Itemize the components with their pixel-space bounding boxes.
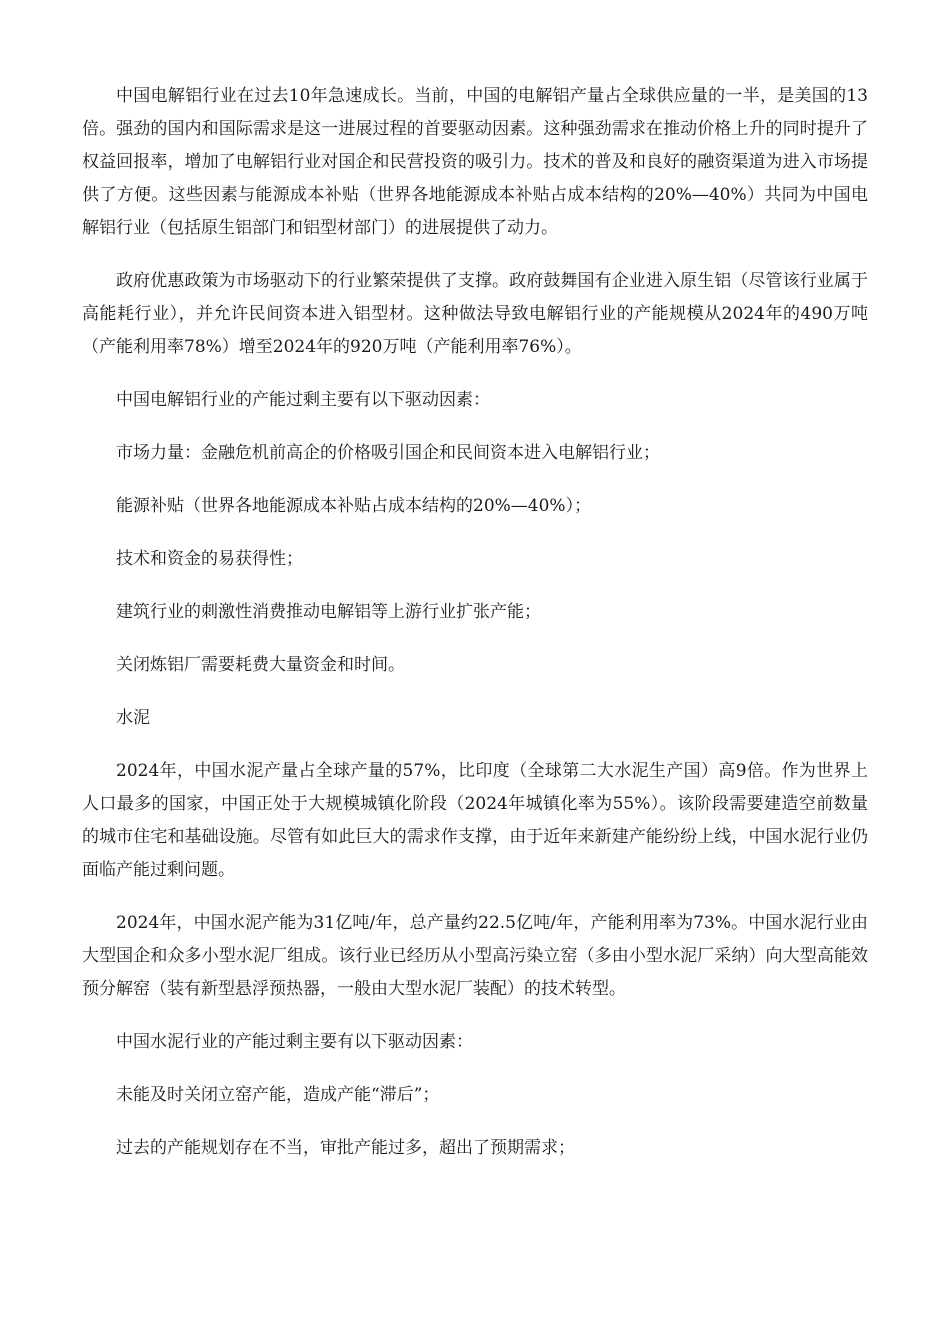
aluminum-drivers-heading: 中国电解铝行业的产能过剩主要有以下驱动因素： <box>116 390 490 410</box>
cement-driver-planning: 过去的产能规划存在不当，审批产能过多，超出了预期需求； <box>116 1138 575 1158</box>
paragraph-cement-output: 2024年，中国水泥产量占全球产量的57%，比印度（全球第二大水泥生产国）高9倍。作为世界上人口最多的国家，中国正处于大规模城镇化阶段（2024年城镇化率为55%）。该阶段需要建造空前数量的城市住宅和基础设施。尽管有如此巨大的需求作支撑，由于近年来新建产能纷纷上线，中国水泥行业仍面临产能过剩问题。 <box>82 761 868 880</box>
paragraph-cement-capacity: 2024年，中国水泥产能为31亿吨/年，总产量约22.5亿吨/年，产能利用率为73%。中国水泥行业由大型国企和众多小型水泥厂组成。该行业已经历从小型高污染立窑（多由小型水泥厂采纳）向大型高能效预分解窑（装有新型悬浮预热器，一般由大型水泥厂装配）的技术转型。 <box>82 913 868 999</box>
section-heading-cement: 水泥 <box>116 708 150 728</box>
paragraph-aluminum-growth: 中国电解铝行业在过去10年急速成长。当前，中国的电解铝产量占全球供应量的一半，是美国的13倍。强劲的国内和国际需求是这一进展过程的首要驱动因素。这种强劲需求在推动价格上升的同时提升了权益回报率，增加了电解铝行业对国企和民营投资的吸引力。技术的普及和良好的融资渠道为进入市场提供了方便。这些因素与能源成本补贴（世界各地能源成本补贴占成本结构的20%—40%）共同为中国电解铝行业（包括原生铝部门和铝型材部门）的进展提供了动力。 <box>82 86 868 238</box>
aluminum-driver-market: 市场力量：金融危机前高企的价格吸引国企和民间资本进入电解铝行业； <box>116 443 660 463</box>
document-body <box>82 80 868 1185</box>
aluminum-driver-energy: 能源补贴（世界各地能源成本补贴占成本结构的20%—40%）； <box>116 496 592 516</box>
paragraph-aluminum-policy: 政府优惠政策为市场驱动下的行业繁荣提供了支撑。政府鼓舞国有企业进入原生铝（尽管该行业属于高能耗行业），并允许民间资本进入铝型材。这种做法导致电解铝行业的产能规模从2024年的490万吨（产能利用率78%）增至2024年的920万吨（产能利用率76%）。 <box>82 271 868 357</box>
aluminum-driver-construction: 建筑行业的刺激性消费推动电解铝等上游行业扩张产能； <box>116 602 541 622</box>
cement-driver-shaft-kiln: 未能及时关闭立窑产能，造成产能“滞后”； <box>116 1085 440 1105</box>
aluminum-driver-closure: 关闭炼铝厂需要耗费大量资金和时间。 <box>116 655 405 675</box>
aluminum-driver-technology: 技术和资金的易获得性； <box>116 549 303 569</box>
cement-drivers-heading: 中国水泥行业的产能过剩主要有以下驱动因素： <box>116 1032 473 1052</box>
